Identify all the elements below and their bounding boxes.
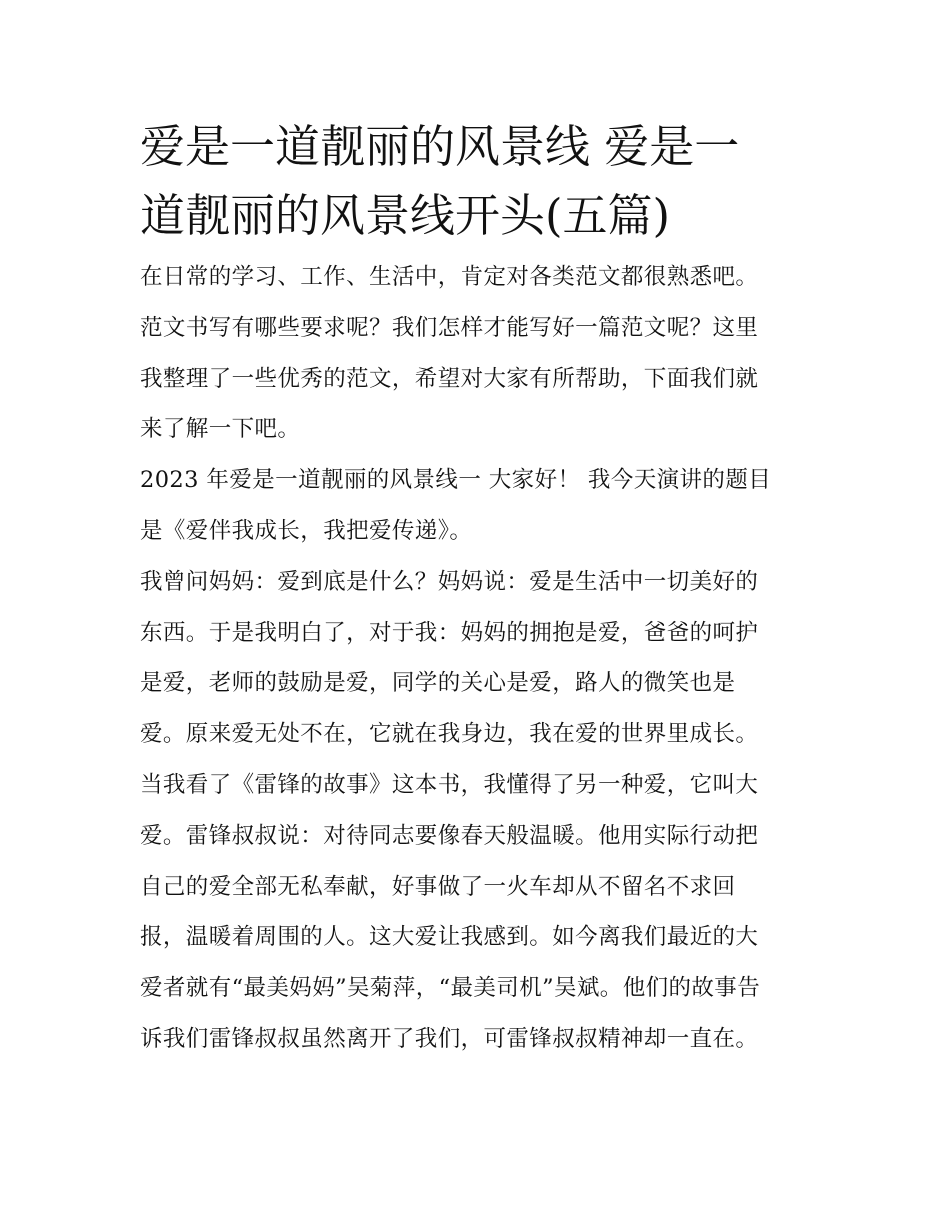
document-text (140, 252, 812, 1065)
text-line: 爱。原来爱无处不在，它就在我身边，我在爱的世界里成长。 (140, 721, 759, 748)
title-line: 道靓丽的风景线开头(五篇) (140, 189, 671, 242)
text-line: 是《爱伴我成长，我把爱传递》。 (140, 517, 473, 544)
document-title (140, 112, 812, 250)
text-line: 东西。于是我明白了，对于我：妈妈的拥抱是爱，爸爸的呵护 (140, 619, 759, 646)
text-line: 我整理了一些优秀的范文，希望对大家有所帮助，下面我们就 (140, 365, 759, 392)
text-line: 自己的爱全部无私奉献，好事做了一火车却从不留名不求回 (140, 873, 736, 900)
document-body (140, 112, 812, 1065)
text-line: 诉我们雷锋叔叔虽然离开了我们，可雷锋叔叔精神却一直在。 (140, 1025, 759, 1052)
text-line: 爱。雷锋叔叔说：对待同志要像春天般温暖。他用实际行动把 (140, 822, 759, 849)
text-line: 2023 年爱是一道靓丽的风景线一 大家好！ 我今天演讲的题目 (140, 467, 772, 494)
text-line: 报，温暖着周围的人。这大爱让我感到。如今离我们最近的大 (140, 924, 759, 951)
text-line: 当我看了《雷锋的故事》这本书，我懂得了另一种爱，它叫大 (140, 771, 759, 798)
text-line: 范文书写有哪些要求呢？我们怎样才能写好一篇范文呢？这里 (140, 314, 759, 341)
text-line: 我曾问妈妈：爱到底是什么？妈妈说：爱是生活中一切美好的 (140, 568, 759, 595)
text-line: 爱者就有“最美妈妈”吴菊萍，“最美司机”吴斌。他们的故事告 (140, 975, 761, 1002)
text-line: 是爱，老师的鼓励是爱，同学的关心是爱，路人的微笑也是 (140, 670, 736, 697)
title-line: 爱是一道靓丽的风景线 爱是一 (140, 120, 740, 173)
text-line: 来了解一下吧。 (140, 416, 301, 443)
text-line: 在日常的学习、工作、生活中，肯定对各类范文都很熟悉吧。 (140, 264, 759, 290)
